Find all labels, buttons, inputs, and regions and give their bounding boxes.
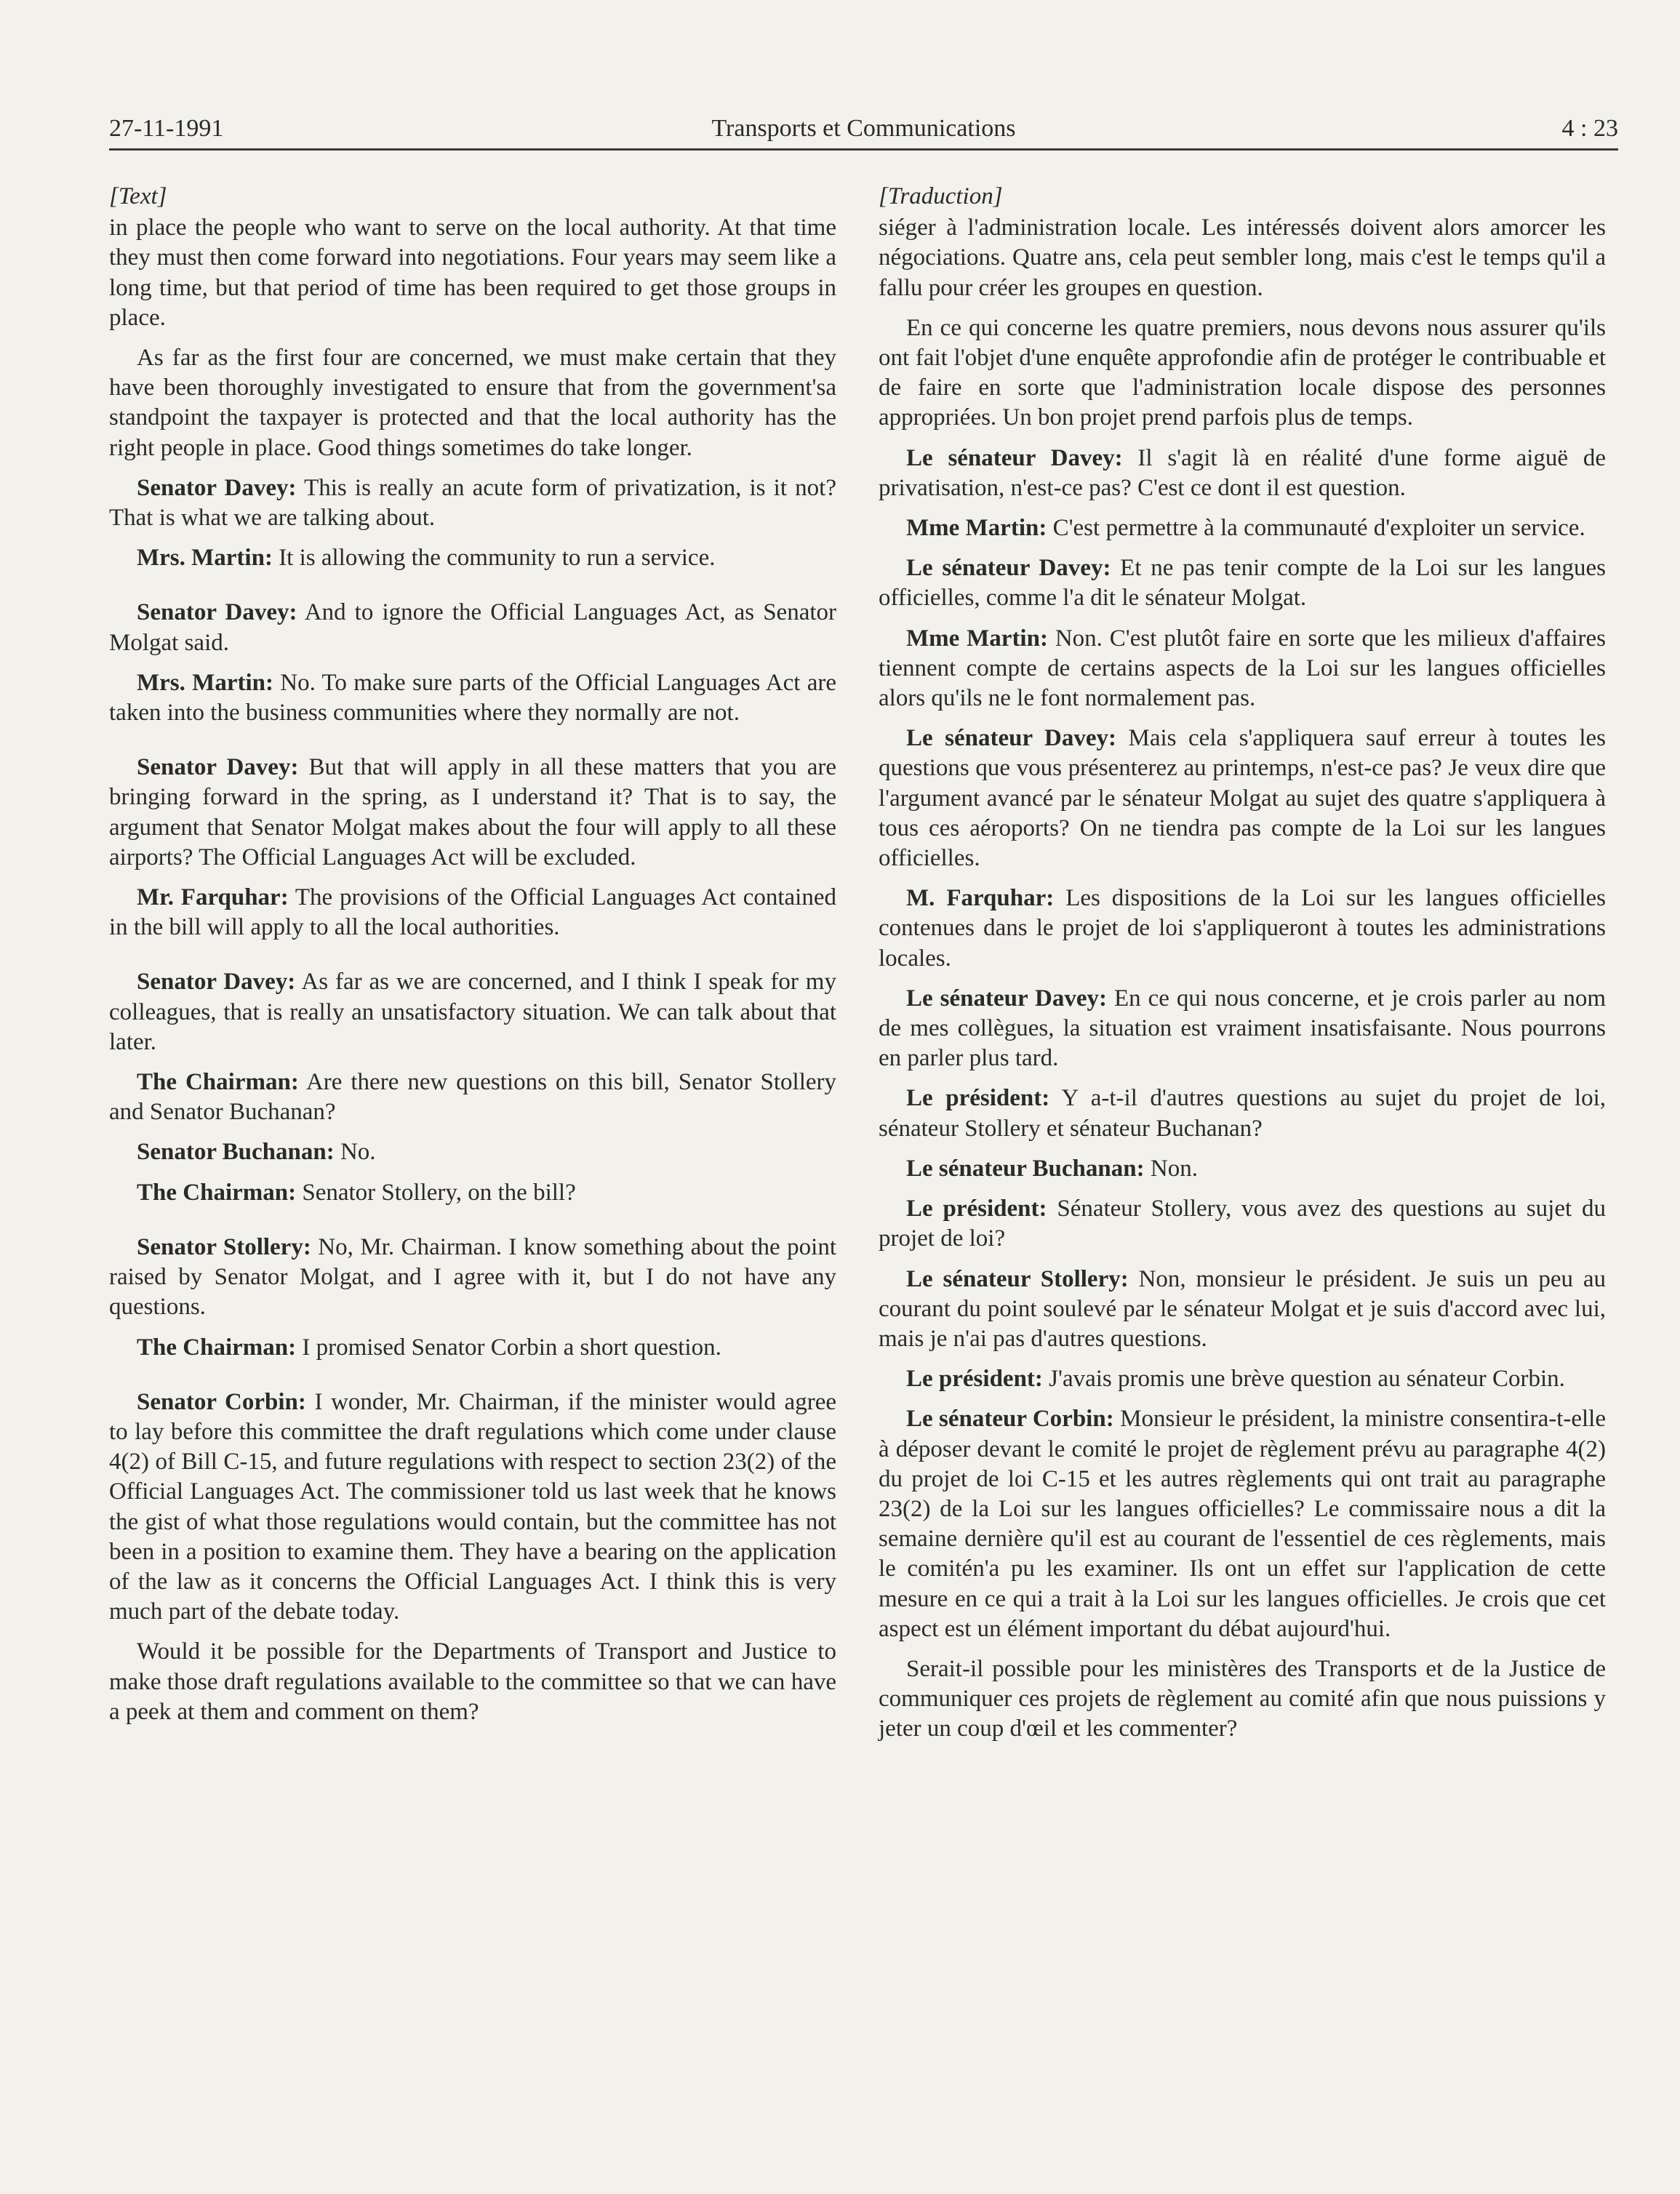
paragraph	[879, 313, 1606, 433]
paragraph	[109, 1178, 836, 1208]
french-column	[879, 182, 1606, 1745]
paragraph	[109, 1137, 836, 1167]
speech-text: Monsieur le président, la ministre consentira-t-elle à déposer devant le comité le projet de règlement prévu au paragraphe 4(2) du projet de loi C-15 et les autres règlements qui ont trait au paragraphe 23(2) de la Loi sur les langues officielles? Le commissaire nous a dit la semaine dernière qu'il est au courant de l'essentiel de ces règlements, mais le comitén'a pu les examiner. Ils ont un effet sur l'application de cette mesure en ce qui a trait à la Loi sur les langues officielles. Je crois que cet aspect est un élément important du débat aujourd'hui.	[879, 1406, 1607, 1642]
speech-text: in place the people who want to serve on the local authority. At that time they must then come forward into negotiations. Four years may seem like a long time, but that period of time has been required to get those groups in place.	[109, 215, 836, 331]
speaker-name: Le sénateur Davey:	[906, 555, 1111, 582]
speech-text: En ce qui nous concerne, et je crois parler au nom de mes collègues, la situation est vraiment insatisfaisante. Nous pourrons en parler plus tard.	[879, 985, 1607, 1072]
speech-text: J'avais promis une brève question au sénateur Corbin.	[1042, 1366, 1565, 1393]
speech-text: Non, monsieur le président. Je suis un peu au courant du point soulevé par le sénateur Molgat et je suis d'accord avec lui, mais je n'ai pas d'autres questions.	[879, 1265, 1606, 1352]
paragraph	[879, 724, 1606, 873]
speaker-name: Mme Martin:	[906, 515, 1047, 542]
speaker-name: Senator Davey:	[137, 474, 297, 501]
speaker-name: Le président:	[906, 1366, 1043, 1393]
speech-text: siéger à l'administration locale. Les intéressés doivent alors amorcer les négociations. Quatre ans, cela peut sembler long, mais c'est le temps qu'il a fallu pour créer les groupes en question.	[879, 215, 1606, 301]
paragraph	[109, 967, 836, 1057]
speaker-name: The Chairman:	[137, 1334, 297, 1361]
paragraph	[109, 1637, 836, 1727]
paragraph	[109, 1388, 836, 1628]
speech-text: En ce qui concerne les quatre premiers, nous devons nous assurer qu'ils ont fait l'objet d'une enquête approfondie afin de protéger le contribuable et de faire en sorte que l'administration locale dispose des personnes appropriées. Un bon projet prend parfois plus de temps.	[879, 314, 1606, 431]
speech-text: No, Mr. Chairman. I know something about the point raised by Senator Molgat, and I agree with it, but I do not have any questions.	[109, 1233, 836, 1321]
speaker-name: Mrs. Martin:	[137, 669, 273, 696]
english-column	[109, 182, 836, 1727]
speech-text: I wonder, Mr. Chairman, if the minister would agree to lay before this committee the draft regulations which come under clause 4(2) of Bill C-15, and future regulations with respect to section 23(2) of the Official Languages Act. The commissioner told us last week that he knows the gist of what those regulations would contain, but the committee has not been in a position to examine them. They have a bearing on the application of the law as it concerns the Official Languages Act. I think this is very much part of the debate today.	[109, 1388, 836, 1625]
speech-text: C'est permettre à la communauté d'exploiter un service.	[1047, 515, 1585, 542]
paragraph	[879, 884, 1606, 974]
speech-text: Sénateur Stollery, vous avez des questions au sujet du projet de loi?	[879, 1196, 1607, 1252]
header-page-number: 4 : 23	[1561, 115, 1618, 142]
speaker-name: Le président:	[906, 1196, 1047, 1222]
speaker-name: Senator Buchanan:	[137, 1139, 335, 1166]
paragraph	[879, 553, 1606, 613]
speaker-name: Mme Martin:	[906, 625, 1048, 652]
paragraph	[109, 668, 836, 728]
speaker-name: Le sénateur Davey:	[906, 725, 1116, 752]
header-date: 27-11-1991	[109, 115, 224, 142]
speech-text: Il s'agit là en réalité d'une forme aiguë de privatisation, n'est-ce pas? C'est ce dont il est question.	[879, 444, 1606, 501]
speaker-name: Mrs. Martin:	[137, 545, 273, 572]
page-header	[109, 108, 1618, 151]
speech-text: Y a-t-il d'autres questions au sujet du projet de loi, sénateur Stollery et sénateur Buchanan?	[879, 1085, 1606, 1142]
speech-text: No. To make sure parts of the Official Languages Act are taken into the business communities where they normally are not.	[109, 669, 837, 726]
speaker-name: Mr. Farquhar:	[137, 884, 289, 911]
paragraph	[879, 444, 1606, 503]
speech-text: Et ne pas tenir compte de la Loi sur les langues officielles, comme l'a dit le sénateur Molgat.	[879, 555, 1606, 612]
speech-text: The provisions of the Official Languages Act contained in the bill will apply to all the local authorities.	[109, 884, 836, 941]
paragraph	[109, 598, 836, 657]
column-language-tag: [Text]	[109, 183, 167, 209]
paragraph	[879, 1654, 1606, 1745]
speech-text: As far as the first four are concerned, we must make certain that they have been thoroughly investigated to ensure that from the government'sa standpoint the taxpayer is protected and that the local authority has the right people in place. Good things sometimes do take longer.	[109, 345, 836, 461]
paragraph	[109, 343, 836, 463]
speech-text: But that will apply in all these matters that you are bringing forward in the spring, as I understand it? That is to say, the argument that Senator Molgat makes about the four will apply to all these airports? The Official Languages Act will be excluded.	[109, 754, 836, 870]
paragraph	[879, 984, 1606, 1074]
paragraph	[879, 1154, 1606, 1184]
speech-text: It is allowing the community to run a service.	[272, 545, 716, 572]
speaker-name: Le sénateur Stollery:	[906, 1265, 1129, 1292]
speaker-name: Senator Corbin:	[137, 1388, 306, 1415]
paragraph	[879, 624, 1606, 714]
speech-text: As far as we are concerned, and I think I speak for my colleagues, that is really an unsatisfactory situation. We can talk about that later.	[109, 969, 836, 1055]
speech-text: Are there new questions on this bill, Senator Stollery and Senator Buchanan?	[109, 1069, 836, 1126]
speech-text: Les dispositions de la Loi sur les langues officielles contenues dans le projet de loi s'appliqueront à toutes les administrations locales.	[879, 885, 1606, 972]
paragraph	[879, 213, 1606, 303]
header-title: Transports et Communications	[711, 115, 1016, 142]
speaker-name: Senator Stollery:	[137, 1233, 311, 1260]
speaker-name: The Chairman:	[137, 1179, 297, 1206]
speaker-name: Senator Davey:	[137, 969, 296, 996]
paragraph	[109, 753, 836, 873]
speech-text: This is really an acute form of privatization, is it not? That is what we are talking about.	[109, 474, 836, 532]
paragraph	[109, 1233, 836, 1323]
speech-text: Non. C'est plutôt faire en sorte que les milieux d'affaires tiennent compte de certains aspects de la Loi sur les langues officielles alors qu'ils ne le font normalement pas.	[879, 625, 1606, 712]
speech-text: Senator Stollery, on the bill?	[296, 1179, 576, 1206]
paragraph	[879, 1364, 1606, 1394]
speaker-name: Le président:	[906, 1085, 1050, 1112]
paragraph	[109, 213, 836, 333]
speech-text: I promised Senator Corbin a short question.	[296, 1334, 721, 1361]
speech-text: Would it be possible for the Departments of Transport and Justice to make those draft regulations available to the committee so that we can have a peek at them and comment on them?	[109, 1638, 836, 1725]
paragraph	[879, 1194, 1606, 1254]
paragraph	[879, 1265, 1606, 1355]
paragraph	[879, 1084, 1606, 1143]
paragraph	[109, 473, 836, 533]
speaker-name: Le sénateur Corbin:	[906, 1406, 1114, 1433]
speech-text: Mais cela s'appliquera sauf erreur à toutes les questions que vous présenterez au printemps, n'est-ce pas? Je veux dire que l'argument avancé par le sénateur Molgat au sujet des quatre s'appliquera à tous ces aéroports? On ne tiendra pas compte de la Loi sur les langues officielles.	[879, 725, 1606, 872]
column-language-tag: [Traduction]	[879, 183, 1003, 209]
speaker-name: The Chairman:	[137, 1069, 299, 1096]
speech-text: Serait-il possible pour les ministères des Transports et de la Justice de communiquer ces projets de règlement au comité afin que nous puissions y jeter un coup d'œil et les commenter?	[879, 1655, 1606, 1742]
paragraph	[879, 513, 1606, 543]
speaker-name: Le sénateur Buchanan:	[906, 1155, 1145, 1182]
paragraph	[109, 1333, 836, 1363]
speaker-name: Senator Davey:	[137, 599, 297, 626]
speaker-name: Le sénateur Davey:	[906, 985, 1107, 1012]
speech-text: No.	[334, 1139, 376, 1166]
paragraph	[109, 543, 836, 573]
speaker-name: M. Farquhar:	[906, 885, 1055, 912]
speaker-name: Senator Davey:	[137, 754, 299, 781]
paragraph	[109, 1068, 836, 1127]
paragraph	[879, 1404, 1606, 1644]
speech-text: And to ignore the Official Languages Act, as Senator Molgat said.	[109, 599, 836, 656]
speaker-name: Le sénateur Davey:	[906, 444, 1123, 471]
paragraph	[109, 883, 836, 942]
speech-text: Non.	[1144, 1155, 1198, 1182]
